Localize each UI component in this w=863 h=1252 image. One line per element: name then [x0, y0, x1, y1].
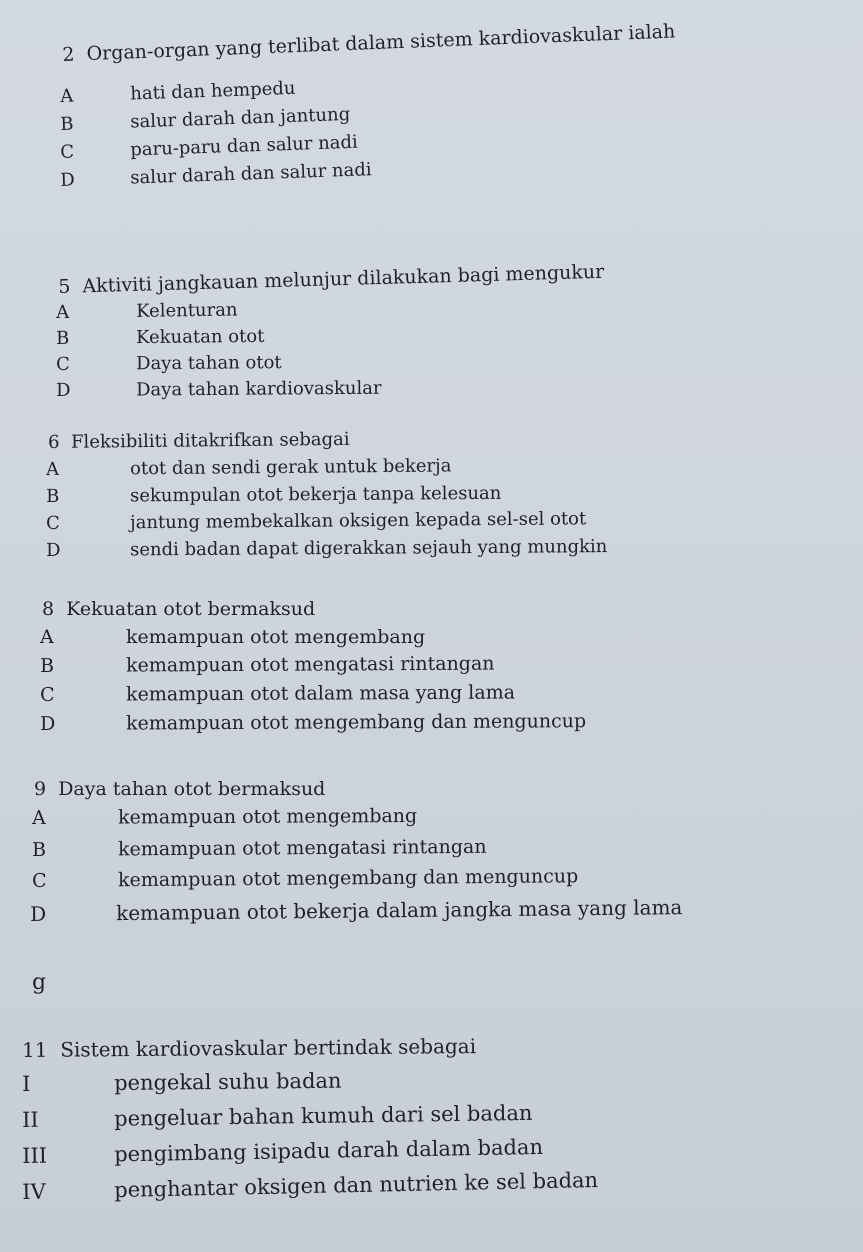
- option-letter: D: [46, 539, 61, 561]
- question-text: Kekuatan otot bermaksud: [66, 598, 316, 620]
- option-row: [32, 865, 578, 892]
- option-text: penghantar oksigen dan nutrien ke sel badan: [113, 1167, 599, 1203]
- question-11-stem: [22, 1034, 476, 1062]
- question-text: Fleksibiliti ditakrifkan sebagai: [70, 428, 350, 453]
- option-text: otot dan sendi gerak untuk bekerja: [129, 455, 452, 480]
- option-letter: B: [56, 327, 70, 349]
- option-letter: II: [22, 1107, 39, 1132]
- option-letter: D: [60, 169, 76, 191]
- option-row: [22, 1069, 342, 1096]
- option-row: [40, 653, 495, 677]
- option-text: Daya tahan kardiovaskular: [135, 377, 382, 401]
- question-number: 8: [42, 598, 55, 620]
- option-row: [40, 710, 586, 735]
- option-letter: III: [22, 1143, 48, 1168]
- option-letter: A: [46, 458, 60, 480]
- option-text: paru-paru dan salur nadi: [129, 131, 359, 161]
- option-text: kemampuan otot mengembang dan menguncup: [117, 865, 579, 892]
- option-text: hati dan hempedu: [129, 77, 296, 105]
- option-row: [56, 378, 382, 401]
- option-letter: I: [22, 1071, 31, 1096]
- option-letter: D: [30, 901, 47, 926]
- option-letter: C: [40, 683, 55, 706]
- option-letter: A: [40, 626, 54, 648]
- question-number: 11: [22, 1037, 48, 1062]
- option-text: salur darah dan salur nadi: [129, 159, 372, 189]
- option-row: [60, 132, 358, 163]
- question-text: Aktiviti jangkauan melunjur dilakukan bagi mengukur: [82, 260, 605, 298]
- option-row: [60, 78, 296, 107]
- question-text: Daya tahan otot bermaksud: [58, 778, 326, 800]
- option-letter: B: [60, 113, 74, 135]
- option-text: sendi badan dapat digerakkan sejauh yang mungkin: [129, 536, 608, 561]
- option-text: kemampuan otot mengembang: [126, 626, 426, 648]
- option-letter: D: [56, 379, 71, 401]
- option-letter: A: [32, 806, 46, 829]
- option-text: pengimbang isipadu darah dalam badan: [113, 1134, 544, 1167]
- option-text: Daya tahan otot: [135, 352, 282, 375]
- option-row: [22, 1101, 533, 1132]
- option-row: [22, 1168, 598, 1204]
- option-row: [46, 483, 501, 507]
- option-text: kemampuan otot mengatasi rintangan: [117, 835, 487, 861]
- question-9-stem: [34, 778, 325, 800]
- question-text: Organ-organ yang terlibat dalam sistem kardiovaskular ialah: [86, 20, 676, 66]
- question-8-stem: [42, 598, 315, 620]
- question-number: 2: [62, 43, 75, 66]
- stray-mark: g: [32, 970, 47, 995]
- question-number: 9: [34, 778, 47, 800]
- option-row: [46, 508, 586, 534]
- option-row: [56, 299, 238, 323]
- option-text: kemampuan otot mengembang dan menguncup: [125, 710, 587, 735]
- question-text: Sistem kardiovaskular bertindak sebagai: [60, 1034, 477, 1062]
- option-row: [60, 159, 372, 191]
- option-letter: B: [46, 485, 60, 507]
- option-row: [56, 352, 282, 375]
- option-letter: IV: [22, 1179, 46, 1204]
- option-row: [60, 104, 351, 135]
- option-text: salur darah dan jantung: [129, 103, 351, 133]
- option-row: [22, 1135, 543, 1168]
- option-text: kemampuan otot mengatasi rintangan: [125, 652, 495, 677]
- option-row: [32, 836, 487, 861]
- option-row: [40, 626, 425, 648]
- question-number: 6: [48, 431, 60, 453]
- option-row: [32, 805, 417, 829]
- option-letter: C: [46, 512, 60, 534]
- option-letter: A: [60, 85, 74, 107]
- option-letter: C: [56, 353, 70, 375]
- option-text: kemampuan otot dalam masa yang lama: [125, 681, 516, 706]
- option-text: kemampuan otot bekerja dalam jangka masa yang lama: [115, 895, 683, 926]
- option-text: pengekal suhu badan: [113, 1068, 342, 1096]
- option-letter: C: [32, 869, 47, 892]
- option-text: Kelenturan: [135, 299, 238, 322]
- question-6-stem: [48, 429, 350, 453]
- option-text: jantung membekalkan oksigen kepada sel-sel otot: [129, 508, 587, 534]
- option-letter: B: [32, 838, 47, 861]
- option-letter: C: [60, 141, 75, 163]
- option-letter: B: [40, 654, 55, 677]
- option-row: [46, 455, 452, 480]
- option-text: kemampuan otot mengembang: [117, 804, 418, 829]
- option-row: [30, 895, 683, 926]
- option-text: pengeluar bahan kumuh dari sel badan: [113, 1100, 533, 1131]
- option-letter: D: [40, 712, 56, 735]
- option-text: Kekuatan otot: [135, 325, 265, 349]
- option-row: [56, 326, 264, 349]
- question-5-stem: [58, 261, 604, 298]
- option-row: [40, 682, 515, 706]
- option-text: sekumpulan otot bekerja tanpa kelesuan: [129, 482, 502, 507]
- option-row: [46, 536, 607, 561]
- question-2-stem: [62, 20, 676, 66]
- option-letter: A: [56, 301, 70, 323]
- question-number: 5: [58, 275, 71, 298]
